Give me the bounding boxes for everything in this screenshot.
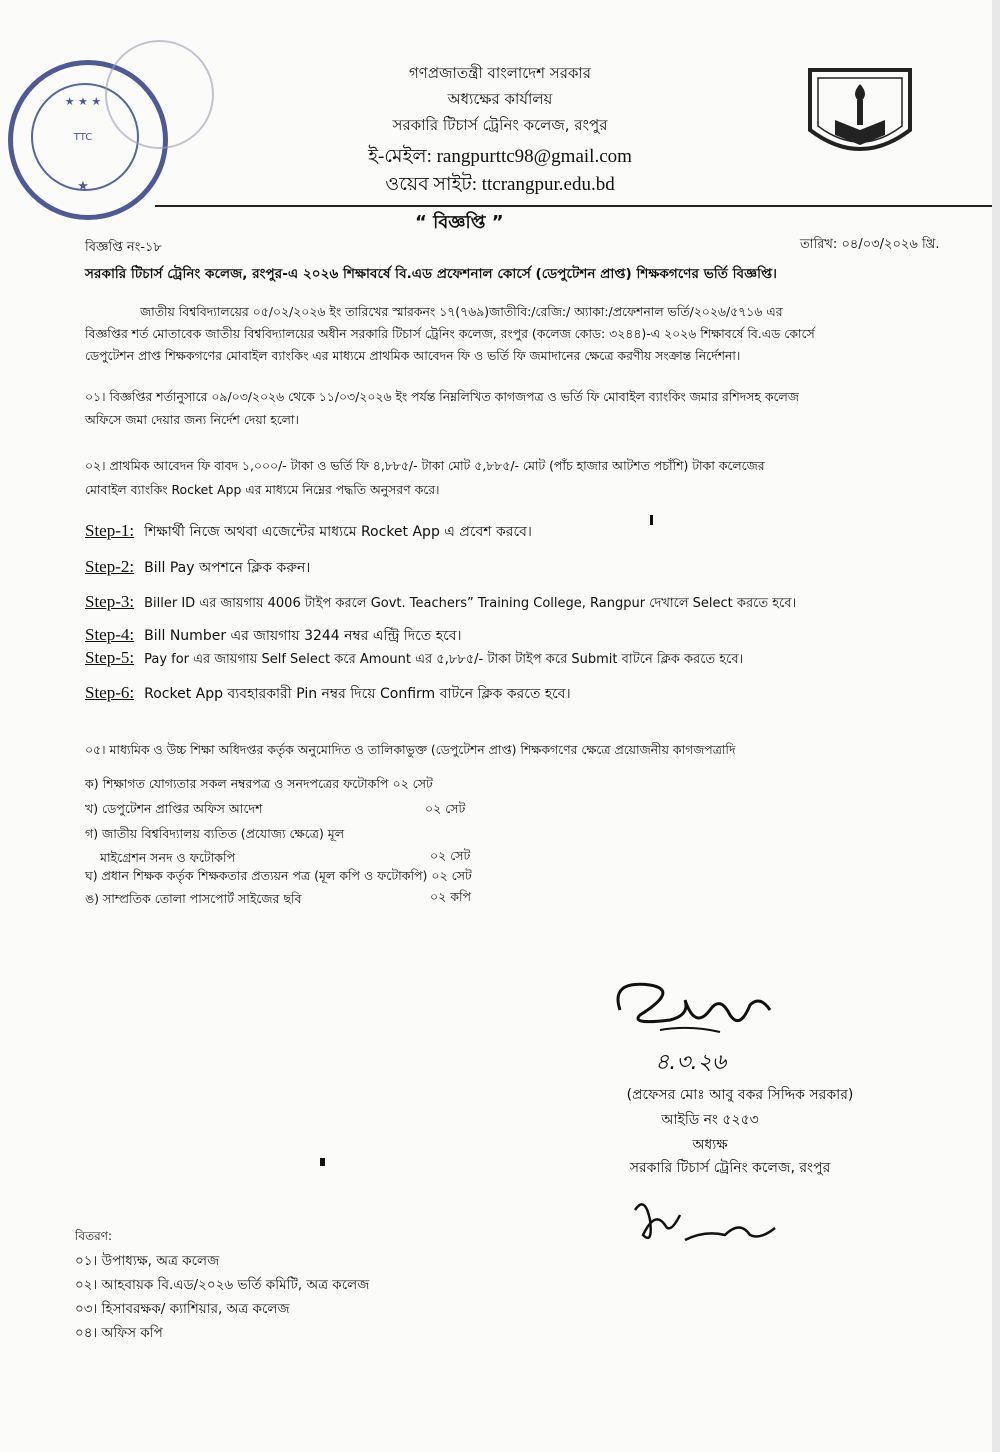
- svg-text:★: ★: [77, 179, 89, 194]
- distribution-item-1: ০১। উপাধ্যক্ষ, অত্র কলেজ: [75, 1253, 220, 1269]
- signatory-designation: অধ্যক্ষ: [692, 1137, 728, 1153]
- principal-signature: [600, 970, 800, 1050]
- intro-line-3: ডেপুটেশন প্রাপ্ত শিক্ষকগণের মোবাইল ব্যাংকিং এর মাধ্যমে প্রাথমিক আবেদন ফি ও ভর্তি ফি জমাদানের ক্ষেত্রে করণীয় সংক্রান্ত নির্দেশনা।: [85, 348, 741, 363]
- memo-number: বিজ্ঞপ্তি নং-১৮: [85, 240, 162, 255]
- signature-date: ৪.৩.২৬: [655, 1050, 727, 1075]
- intro-line-2: বিজ্ঞপ্তির শর্ত মোতাবেক জাতীয় বিশ্ববিদ্যালয়ের অধীন সরকারি টিচার্স ট্রেনিং কলেজ, রংপুর (কলেজ কোড: ৩২৪৪)-এ ২০২৬ শিক্ষাবর্ষে বি.এড কোর্সে: [85, 326, 815, 341]
- step-3: [85, 592, 796, 615]
- point-2-line-2: মোবাইল ব্যাংকিং Rocket App এর মাধ্যমে নিম্নের পদ্ধতি অনুসরণ করে।: [85, 482, 440, 497]
- stray-mark: [320, 1158, 325, 1166]
- step-4: [85, 624, 462, 648]
- document-item-kha: খ) ডেপুটেশন প্রাপ্তির অফিস আদেশ: [85, 801, 263, 816]
- svg-text:★ ★ ★: ★ ★ ★: [64, 95, 102, 108]
- document-item-ka: ক) শিক্ষাগত যোগ্যতার সকল নম্বরপত্র ও সনদপত্রের ফটোকপি ০২ সেট: [85, 776, 433, 791]
- svg-text:TTC: TTC: [73, 132, 93, 143]
- distribution-item-2: ০২। আহবায়ক বি.এড/২০২৬ ভর্তি কমিটি, অত্র কলেজ: [75, 1277, 370, 1293]
- step-label: Step-1:: [85, 521, 135, 540]
- document-qty-umo: ০২ কপি: [430, 889, 472, 904]
- website-line[interactable]: ওয়েব সাইট: ttcrangpur.edu.bd: [385, 174, 615, 195]
- govt-name: গণপ্রজাতন্ত্রী বাংলাদেশ সরকার: [408, 64, 592, 82]
- notice-date: তারিখ: ০৪/০৩/২০২৬ খ্রি.: [800, 237, 940, 252]
- step-label: Step-6:: [85, 683, 135, 702]
- step-text: Bill Pay অপশনে ক্লিক করুন।: [144, 560, 311, 576]
- point-2-line-1: ০২। প্রাথমিক আবেদন ফি বাবদ ১,০০০/- টাকা ও ভর্তি ফি ৪,৮৮৫/- টাকা মোট ৫,৮৮৫/- মোট (পাঁচ হাজার আটশত পচাঁশি) টাকা কলেজের: [85, 458, 765, 473]
- document-qty-kha: ০২ সেট: [425, 801, 466, 816]
- step-label: Step-3:: [85, 592, 135, 611]
- email-line[interactable]: ই-মেইল: rangpurttc98@gmail.com: [368, 146, 632, 167]
- distribution-item-4: ০৪। অফিস কপি: [75, 1325, 163, 1341]
- step-text: Rocket App ব্যবহারকারী Pin নম্বর দিয়ে Confirm বাটনে ক্লিক করতে হবে।: [144, 686, 571, 702]
- step-text: শিক্ষার্থী নিজে অথবা এজেন্টের মাধ্যমে Rocket App এ প্রবেশ করবে।: [144, 524, 532, 540]
- step-label: Step-2:: [85, 557, 135, 576]
- step-1: [85, 520, 532, 544]
- distribution-heading: বিতরণ:: [75, 1229, 113, 1243]
- initials-signature: [625, 1190, 795, 1260]
- distribution-item-3: ০৩। হিসাবরক্ষক/ ক্যাশিয়ার, অত্র কলেজ: [75, 1301, 290, 1317]
- faint-seal-circle: [105, 40, 214, 149]
- signatory-name: (প্রফেসর মোঃ আবু বকর সিদ্দিক সরকার): [626, 1087, 854, 1103]
- step-2: [85, 556, 310, 580]
- document-item-gha: ঘ) প্রধান শিক্ষক কর্তৃক শিক্ষকতার প্রত্যয়ন পত্র (মূল কপি ও ফটোকপি) ০২ সেট: [85, 868, 472, 883]
- header-rule: [155, 205, 995, 207]
- step-text: Biller ID এর জায়গায় 4006 টাইপ করলে Govt. Teachers” Training College, Rangpur দেখালে Select করতে হবে।: [144, 596, 797, 611]
- page-edge: [992, 0, 1000, 1452]
- signatory-college: সরকারি টিচার্স ট্রেনিং কলেজ, রংপুর: [629, 1160, 831, 1176]
- step-text: Pay for এর জায়গায় Self Select করে Amount এর ৫,৮৮৫/- টাকা টাইপ করে Submit বাটনে ক্লিক করতে হবে।: [144, 652, 744, 667]
- point-1-line-1: ০১। বিজ্ঞপ্তির শর্তানুসারে ০৯/০৩/২০২৬ থেকে ১১/০৩/২০২৬ ইং পর্যন্ত নিম্নলিখিত কাগজপত্র ও ভর্তি ফি মোবাইল ব্যাংকিং জমার রশিদসহ কলেজ: [85, 389, 799, 404]
- notice-title: “ বিজ্ঞপ্তি ”: [415, 212, 504, 233]
- document-item-umo: ঙ) সাম্প্রতিক তোলা পাসপোর্ট সাইজের ছবি: [85, 891, 302, 906]
- signatory-id: আইডি নং ৫২৫৩: [661, 1112, 759, 1128]
- step-text: Bill Number এর জায়গায় 3244 নম্বর এন্ট্রি দিতে হবে।: [144, 628, 462, 644]
- office-name: অধ্যক্ষের কার্যালয়: [447, 90, 553, 108]
- stray-mark: [650, 515, 653, 525]
- point-1-line-2: অফিসে জমা দেয়ার জন্য নির্দেশ দেয়া হলো।: [85, 412, 299, 427]
- intro-line-1: জাতীয় বিশ্ববিদ্যালয়ের ০৫/০২/২০২৬ ইং তারিখের স্মারকনং ১৭(৭৬৯)জাতীবি:/রেজি:/ অ্যাকা:/প্রফেশনাল ভর্তি/২০২৬/৫৭১৬ এর: [140, 304, 783, 319]
- step-label: Step-5:: [85, 648, 135, 667]
- step-6: [85, 682, 571, 706]
- step-label: Step-4:: [85, 625, 135, 644]
- step-5: [85, 648, 743, 671]
- college-logo: [800, 60, 920, 170]
- college-name: সরকারি টিচার্স ট্রেনিং কলেজ, রংপুর: [392, 116, 608, 134]
- document-item-ga-cont: মাইগ্রেশন সনদ ও ফটোকপি: [100, 850, 236, 865]
- notice-subject: সরকারি টিচার্স ট্রেনিং কলেজ, রংপুর-এ ২০২৬ শিক্ষাবর্ষে বি.এড প্রফেশনাল কোর্সে (ডেপুটেশন প্রাপ্ত) শিক্ষকগণের ভর্তি বিজ্ঞপ্তি।: [85, 266, 778, 282]
- document-item-ga: গ) জাতীয় বিশ্ববিদ্যালয় ব্যতিত (প্রযোজ্য ক্ষেত্রে) মূল: [85, 826, 345, 841]
- point-5-heading: ০৫। মাধ্যমিক ও উচ্চ শিক্ষা অধিদপ্তর কর্তৃক অনুমোদিত ও তালিকাভুক্ত (ডেপুটেশন প্রাপ্ত) শিক্ষকগণের ক্ষেত্রে প্রয়োজনীয় কাগজপত্রাদি: [85, 742, 736, 757]
- document-qty-ga: ০২ সেট: [430, 848, 471, 863]
